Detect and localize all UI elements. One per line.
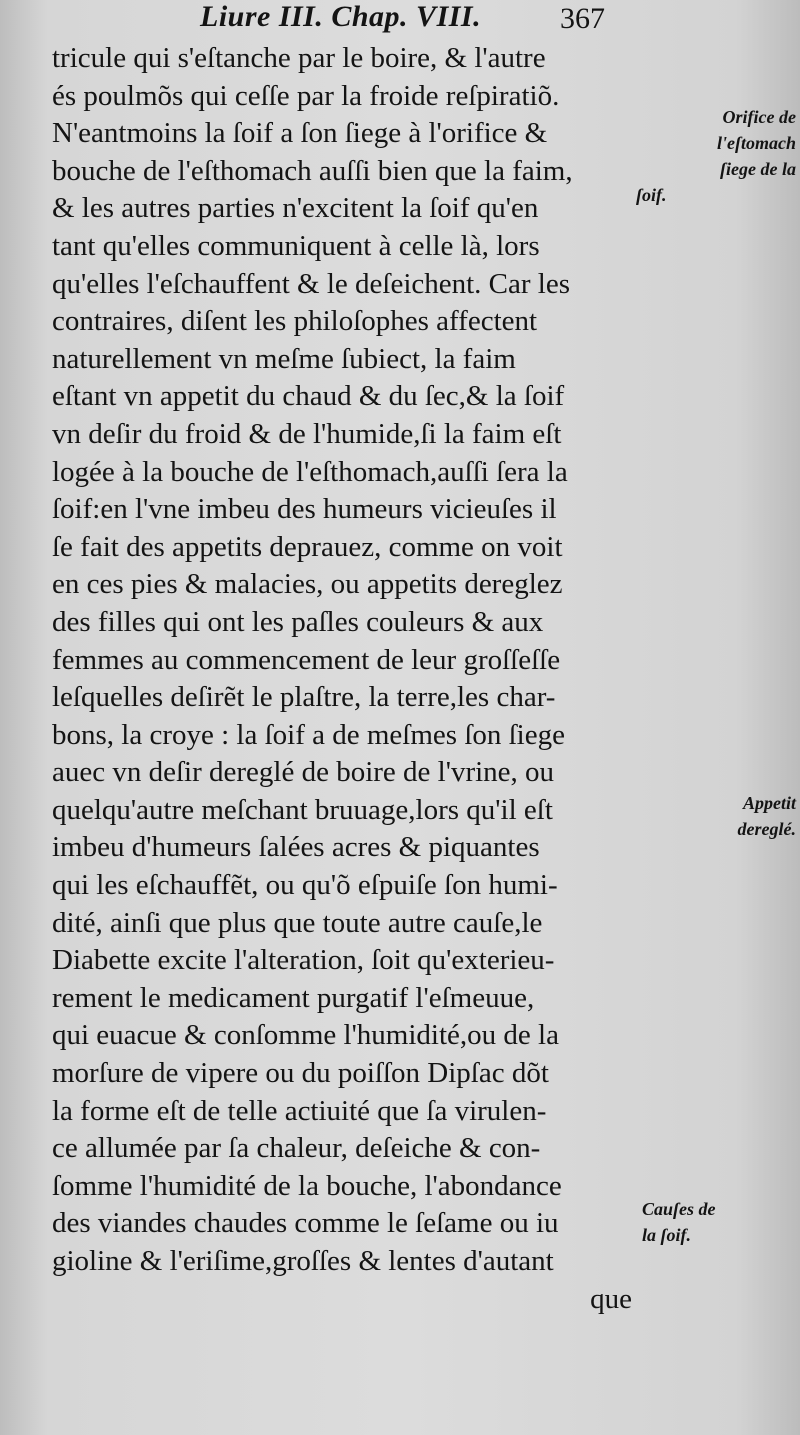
text-line: bouche de l'eſthomach auſſi bien que la faim,	[52, 154, 573, 187]
margin-note-line: la ſoif.	[642, 1225, 691, 1245]
text-line: la forme eſt de telle actiuité que ſa virulen-	[52, 1094, 547, 1127]
margin-note-line: ſoif.	[636, 185, 667, 205]
text-line: ce allumée par ſa chaleur, deſeiche & con-	[52, 1132, 541, 1165]
text-line: en ces pies & malacies, ou appetits dereglez	[52, 568, 563, 601]
text-line: femmes au commencement de leur groſſeſſe	[52, 643, 561, 676]
text-line: vn deſir du froid & de l'humide,ſi la faim eſt	[52, 417, 562, 450]
text-line: & les autres parties n'excitent la ſoif qu'en	[52, 192, 539, 225]
text-line: rement le medicament purgatif l'eſmeuue,	[52, 981, 535, 1014]
margin-note-appetit	[636, 790, 796, 842]
text-line: eſtant vn appetit du chaud & du ſec,& la ſoif	[52, 380, 565, 413]
text-line: tricule qui s'eſtanche par le boire, & l'autre	[52, 42, 546, 74]
text-line: bons, la croye : la ſoif a de meſmes ſon ſiege	[52, 718, 565, 751]
text-line: des viandes chaudes comme le ſeſame ou iu	[52, 1207, 559, 1240]
text-line: ſe fait des appetits deprauez, comme on voit	[52, 530, 563, 563]
text-line: qui les eſchauffẽt, ou qu'õ eſpuiſe ſon humi-	[52, 869, 558, 902]
margin-note-line: Appetit	[743, 793, 796, 813]
text-line: és poulmõs qui ceſſe par la froide reſpiratiõ.	[52, 79, 560, 112]
margin-note-line: dereglé.	[737, 819, 796, 839]
catchword: que	[590, 1282, 632, 1315]
text-line: gioline & l'eriſime,groſſes & lentes d'autant	[52, 1245, 554, 1277]
text-line: auec vn deſir dereglé de boire de l'vrine, ou	[52, 756, 555, 789]
margin-note-line: Cauſes de	[642, 1199, 716, 1219]
text-line: dité, ainſi que plus que toute autre cauſe,le	[52, 906, 543, 939]
text-line: logée à la bouche de l'eſthomach,auſſi ſera la	[52, 455, 568, 488]
text-line: tant qu'elles communiquent à celle là, lors	[52, 229, 540, 262]
text-line: leſquelles deſirẽt le plaſtre, la terre,les char-	[52, 681, 556, 714]
text-line: N'eantmoins la ſoif a ſon ſiege à l'orifice &	[52, 117, 548, 150]
text-line: qui euacue & conſomme l'humidité,ou de la	[52, 1019, 559, 1052]
text-line: des filles qui ont les paſles couleurs & aux	[52, 605, 544, 638]
margin-note-line: ſiege de la	[720, 159, 796, 179]
margin-note-causes	[642, 1196, 800, 1248]
text-line: qu'elles l'eſchauffent & le deſeichent. Car les	[52, 267, 571, 300]
margin-note-line: Orifice de	[722, 107, 796, 127]
page-number: 367	[560, 2, 605, 35]
text-line: imbeu d'humeurs ſalées acres & piquantes	[52, 831, 540, 864]
text-line: Diabette excite l'alteration, ſoit qu'exterieu-	[52, 944, 555, 977]
margin-note-orifice	[636, 104, 796, 208]
text-line: naturellement vn meſme ſubiect, la faim	[52, 342, 516, 375]
text-line: ſoif:en l'vne imbeu des humeurs vicieuſes il	[52, 493, 557, 526]
margin-note-line: l'eſtomach	[717, 133, 796, 153]
text-line: morſure de vipere ou du poiſſon Dipſac dõt	[52, 1057, 549, 1090]
running-head: Liure III. Chap. VIII.	[200, 0, 482, 33]
text-line: contraires, diſent les philoſophes affectent	[52, 305, 538, 338]
text-line: quelqu'autre meſchant bruuage,lors qu'il eſt	[52, 793, 553, 826]
text-line: ſomme l'humidité de la bouche, l'abondance	[52, 1169, 562, 1202]
body-text	[52, 40, 642, 1318]
